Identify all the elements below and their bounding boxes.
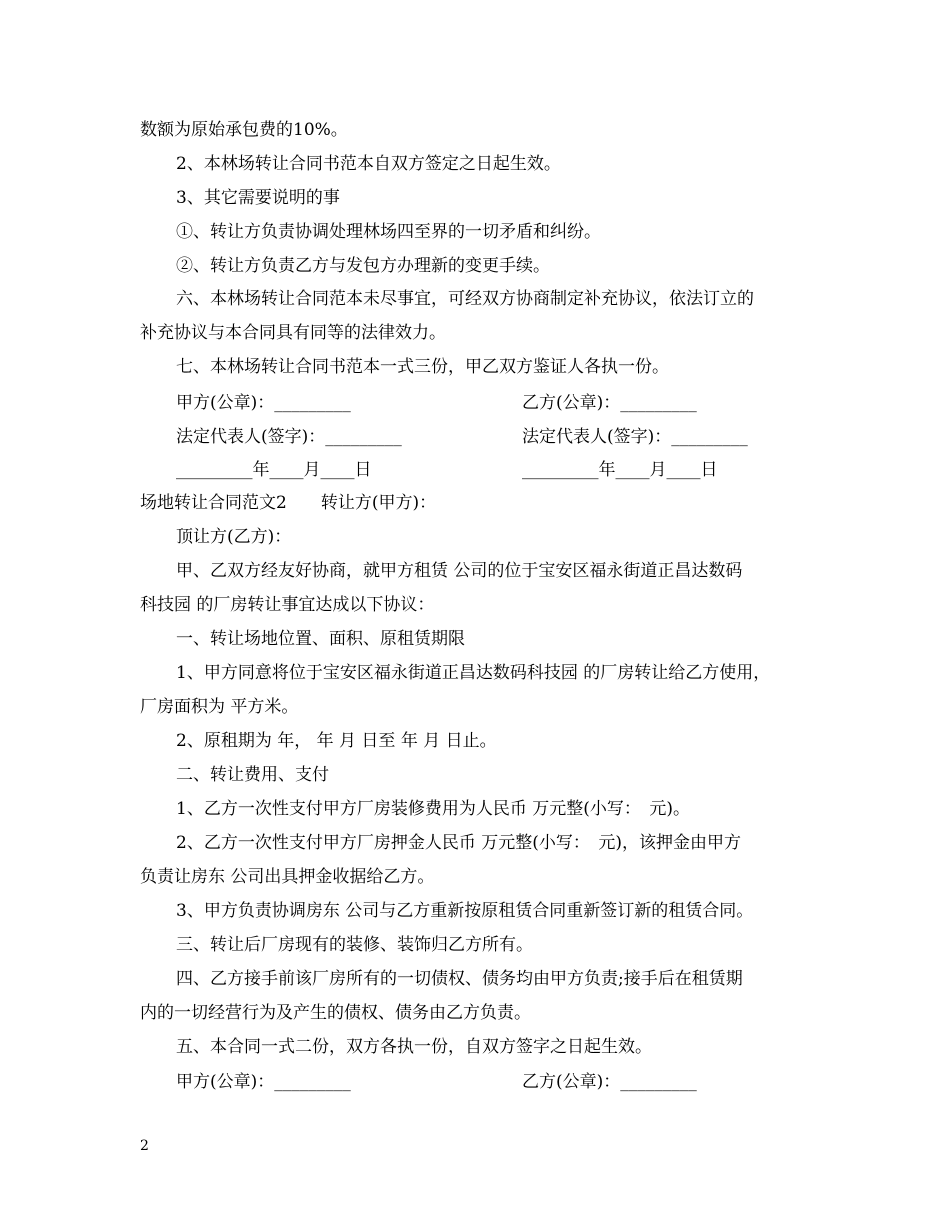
paragraph-line: 甲、乙双方经友好协商，就甲方租赁 公司的位于宝安区福永街道正昌达数码 (176, 561, 743, 581)
paragraph-line: 内的一切经营行为及产生的债权、债务由乙方负责。 (140, 1003, 531, 1023)
party-a-seal-field: 甲方(公章)：_________ (176, 1072, 351, 1092)
page-number: 2 (140, 1138, 149, 1154)
paragraph-line: 七、本林场转让合同书范本一式三份，甲乙双方鉴证人各执一份。 (176, 357, 669, 377)
paragraph-line: 2、乙方一次性支付甲方厂房押金人民币 万元整(小写： 元)，该押金由甲方 (176, 833, 741, 853)
paragraph-line: 2、原租期为 年， 年 月 日至 年 月 日止。 (176, 731, 497, 751)
party-b-date-field: _________年____月____日 (522, 460, 718, 480)
paragraph-line: 负责让房东 公司出具押金收据给乙方。 (140, 867, 435, 887)
paragraph-line: 五、本合同一式二份，双方各执一份，自双方签字之日起生效。 (176, 1037, 652, 1057)
paragraph-line: 数额为原始承包费的10%。 (140, 120, 348, 140)
section-heading: 场地转让合同范文2 转让方(甲方)： (140, 493, 437, 513)
paragraph-line: 3、甲方负责协调房东 公司与乙方重新按原租赁合同重新签订新的租赁合同。 (176, 901, 754, 921)
paragraph-line: 顶让方(乙方)： (176, 527, 292, 547)
party-a-representative-field: 法定代表人(签字)：_________ (176, 427, 402, 447)
paragraph-line: ①、转让方负责协调处理林场四至界的一切矛盾和纠纷。 (176, 222, 601, 242)
party-a-date-field: _________年____月____日 (176, 460, 372, 480)
party-b-seal-field: 乙方(公章)：_________ (522, 393, 697, 413)
paragraph-line: 四、乙方接手前该厂房所有的一切债权、债务均由甲方负责;接手后在租赁期 (176, 969, 743, 989)
paragraph-line: 二、转让费用、支付 (176, 765, 329, 785)
paragraph-line: 2、本林场转让合同书范本自双方签定之日起生效。 (176, 154, 561, 174)
party-a-seal-field: 甲方(公章)：_________ (176, 393, 351, 413)
paragraph-line: 一、转让场地位置、面积、原租赁期限 (176, 629, 465, 649)
paragraph-line: 厂房面积为 平方米。 (140, 697, 299, 717)
paragraph-line: 三、转让后厂房现有的装修、装饰归乙方所有。 (176, 935, 533, 955)
party-b-seal-field: 乙方(公章)：_________ (522, 1072, 697, 1092)
paragraph-line: 3、其它需要说明的事 (176, 188, 340, 208)
paragraph-line: 科技园 的厂房转让事宜达成以下协议： (140, 595, 435, 615)
paragraph-line: ②、转让方负责乙方与发包方办理新的变更手续。 (176, 256, 550, 276)
paragraph-line: 补充协议与本合同具有同等的法律效力。 (140, 323, 446, 343)
party-b-representative-field: 法定代表人(签字)：_________ (522, 427, 748, 447)
paragraph-line: 1、甲方同意将位于宝安区福永街道正昌达数码科技园 的厂房转让给乙方使用， (176, 663, 771, 683)
paragraph-line: 六、本林场转让合同范本未尽事宜，可经双方协商制定补充协议，依法订立的 (176, 289, 754, 309)
paragraph-line: 1、乙方一次性支付甲方厂房装修费用为人民币 万元整(小写： 元)。 (176, 799, 690, 819)
